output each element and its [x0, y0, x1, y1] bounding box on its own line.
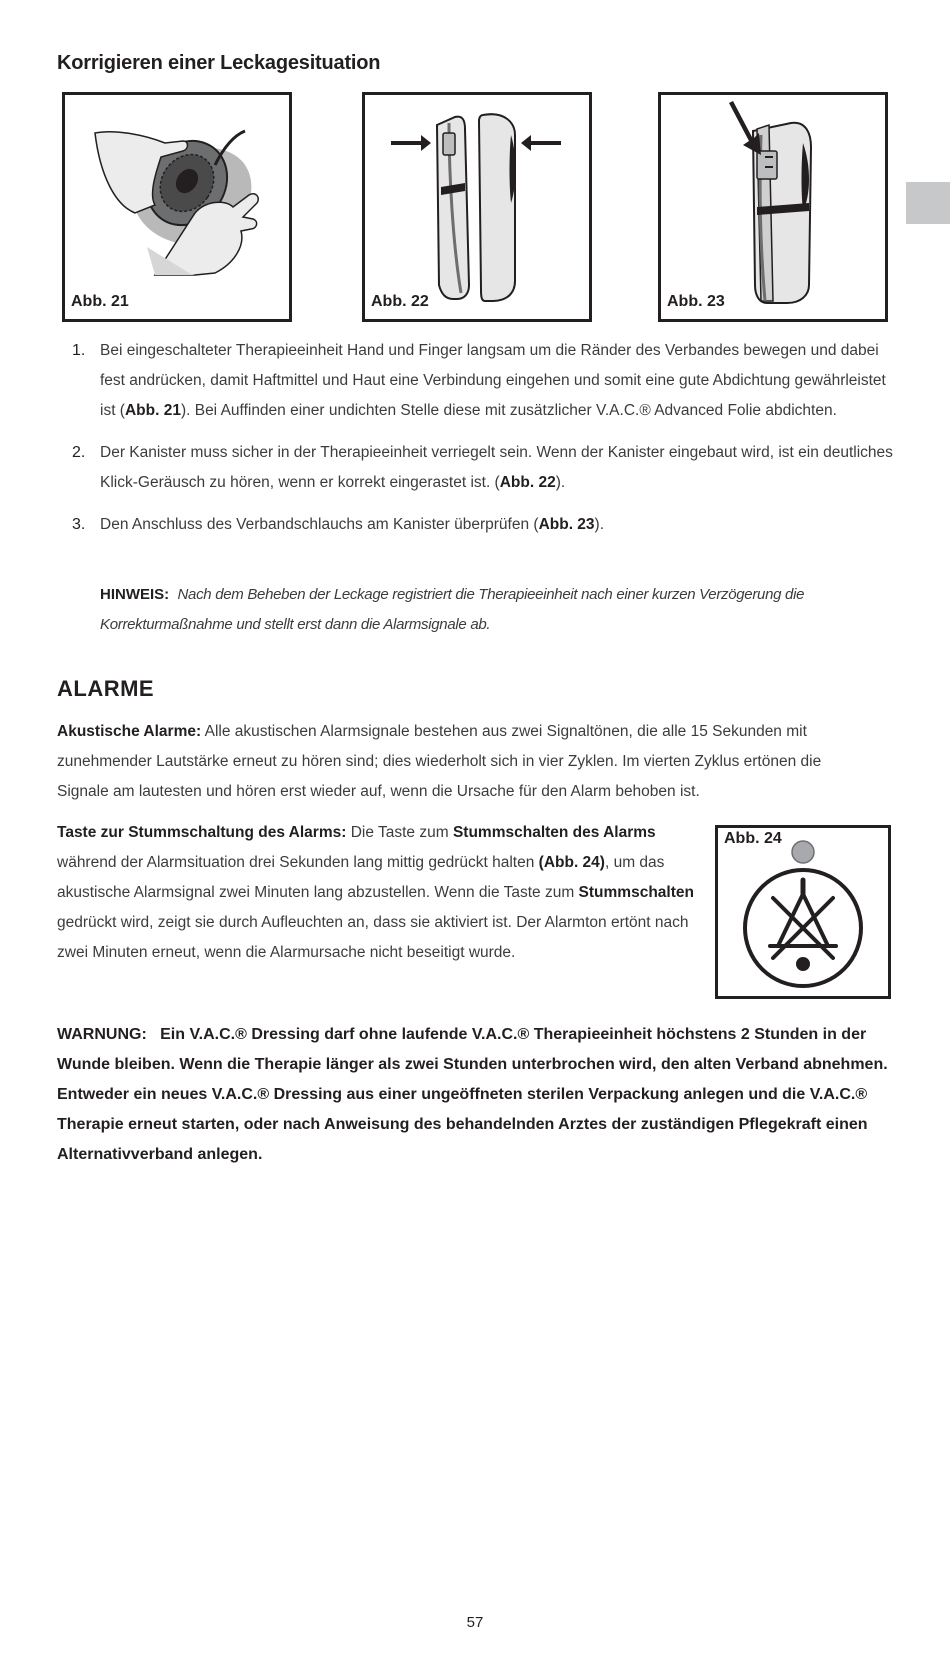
- page-number: 57: [466, 1614, 484, 1631]
- figure-reference: Abb. 23: [538, 516, 595, 533]
- step-text: ).: [594, 516, 605, 533]
- mute-bold: Stummschalten des Alarms: [452, 824, 656, 841]
- figure-21: [62, 92, 292, 322]
- warning-label: WARNUNG:: [57, 1026, 147, 1043]
- figure-label: Abb. 22: [371, 293, 429, 310]
- figure-reference: (Abb. 24): [538, 854, 605, 871]
- alarm-heading: ALARME: [57, 676, 155, 701]
- figure-24: [715, 825, 891, 999]
- figure-23: [658, 92, 888, 322]
- warning-paragraph: [57, 1020, 902, 1170]
- tubing-connection-arrow-icon: [661, 95, 885, 319]
- list-item: [57, 336, 902, 426]
- step-text: ).: [555, 474, 566, 491]
- list-item: [57, 438, 902, 498]
- mute-label: Taste zur Stummschaltung des Alarms:: [57, 824, 347, 841]
- acoustic-alarms-paragraph: [57, 717, 857, 807]
- figure-label: Abb. 24: [724, 830, 782, 847]
- step-number: 2.: [72, 444, 86, 461]
- chapter-tab: [906, 182, 950, 224]
- acoustic-text: Alle akustischen Alarmsignale bestehen aus zwei Signaltönen, die alle 15 Sekunden mit zunehmender Lautstärke erneut zu hören sind; dies wiederholt sich in vier Zyklen. Im vierten Zyklus ertönen die Signale am lautesten und hören erst wieder auf, wenn die Ursache für den Alarm behoben ist.: [57, 723, 822, 800]
- step-number: 1.: [72, 342, 86, 359]
- figure-label: Abb. 21: [71, 293, 129, 310]
- section-title: Korrigieren einer Leckagesituation: [57, 52, 381, 74]
- step-text: Den Anschluss des Verbandschlauchs am Kanister überprüfen (: [100, 516, 539, 533]
- mute-text: Die Taste zum: [346, 824, 453, 841]
- step-text: Bei eingeschalteter Therapieeinheit Hand und Finger langsam um die Ränder des Verbandes bewegen und dabei fest andrücken, damit Haftmittel und Haut eine Verbindung eingehen und somit eine gute Abdichtung gewährleistet ist (: [100, 342, 886, 419]
- mute-text: gedrückt wird, zeigt sie durch Aufleuchten an, dass sie aktiviert ist. Der Alarmton ertönt nach zwei Minuten erneut, wenn die Alarmursache nicht beseitigt wurde.: [57, 914, 689, 961]
- acoustic-label: Akustische Alarme:: [57, 723, 202, 740]
- mute-button-paragraph: [57, 818, 707, 968]
- instruction-steps: [57, 336, 902, 552]
- note-text: Nach dem Beheben der Leckage registriert die Therapieeinheit nach einer kurzen Verzögerung die Korrekturmaßnahme und stellt erst dann die Alarmsignale ab.: [100, 586, 805, 633]
- step-text: ). Bei Auffinden einer undichten Stelle diese mit zusätzlicher V.A.C.® Advanced Folie abdichten.: [180, 402, 837, 419]
- alarm-mute-bell-icon: [718, 828, 888, 996]
- note-label: HINWEIS:: [100, 586, 170, 603]
- mute-text: , um das akustische Alarmsignal zwei Minuten lang abzustellen. Wenn die Taste zum: [57, 854, 665, 901]
- step-text: Der Kanister muss sicher in der Therapieeinheit verriegelt sein. Wenn der Kanister eingebaut wird, ist ein deutliches Klick-Geräusch zu hören, wenn er korrekt eingerastet ist. (: [100, 444, 893, 491]
- hands-pressing-dressing-icon: [65, 95, 289, 319]
- warning-text: Ein V.A.C.® Dressing darf ohne laufende V.A.C.® Therapieeinheit höchstens 2 Stunden in der Wunde bleiben. Wenn die Therapie länger als zwei Stunden unterbrochen wird, den alten Verband abnehmen. Entweder ein neues V.A.C.® Dressing aus einer ungeöffneten sterilen Verpackung anlegen und die V.A.C.® Therapie erneut starten, oder nach Anweisung des behandelnden Arztes der zuständigen Pflegekraft einen Alternativverband anlegen.: [57, 1026, 888, 1163]
- indicator-light-icon: [792, 841, 814, 863]
- figure-22: [362, 92, 592, 322]
- figure-reference: Abb. 22: [499, 474, 556, 491]
- note-paragraph: [100, 580, 860, 640]
- mute-text: während der Alarmsituation drei Sekunden lang mittig gedrückt halten: [57, 854, 539, 871]
- list-item: [57, 510, 902, 540]
- figure-reference: Abb. 21: [124, 402, 181, 419]
- canister-insert-arrows-icon: [365, 95, 589, 319]
- step-number: 3.: [72, 516, 86, 533]
- mute-bold: Stummschalten: [578, 884, 694, 901]
- figure-label: Abb. 23: [667, 293, 725, 310]
